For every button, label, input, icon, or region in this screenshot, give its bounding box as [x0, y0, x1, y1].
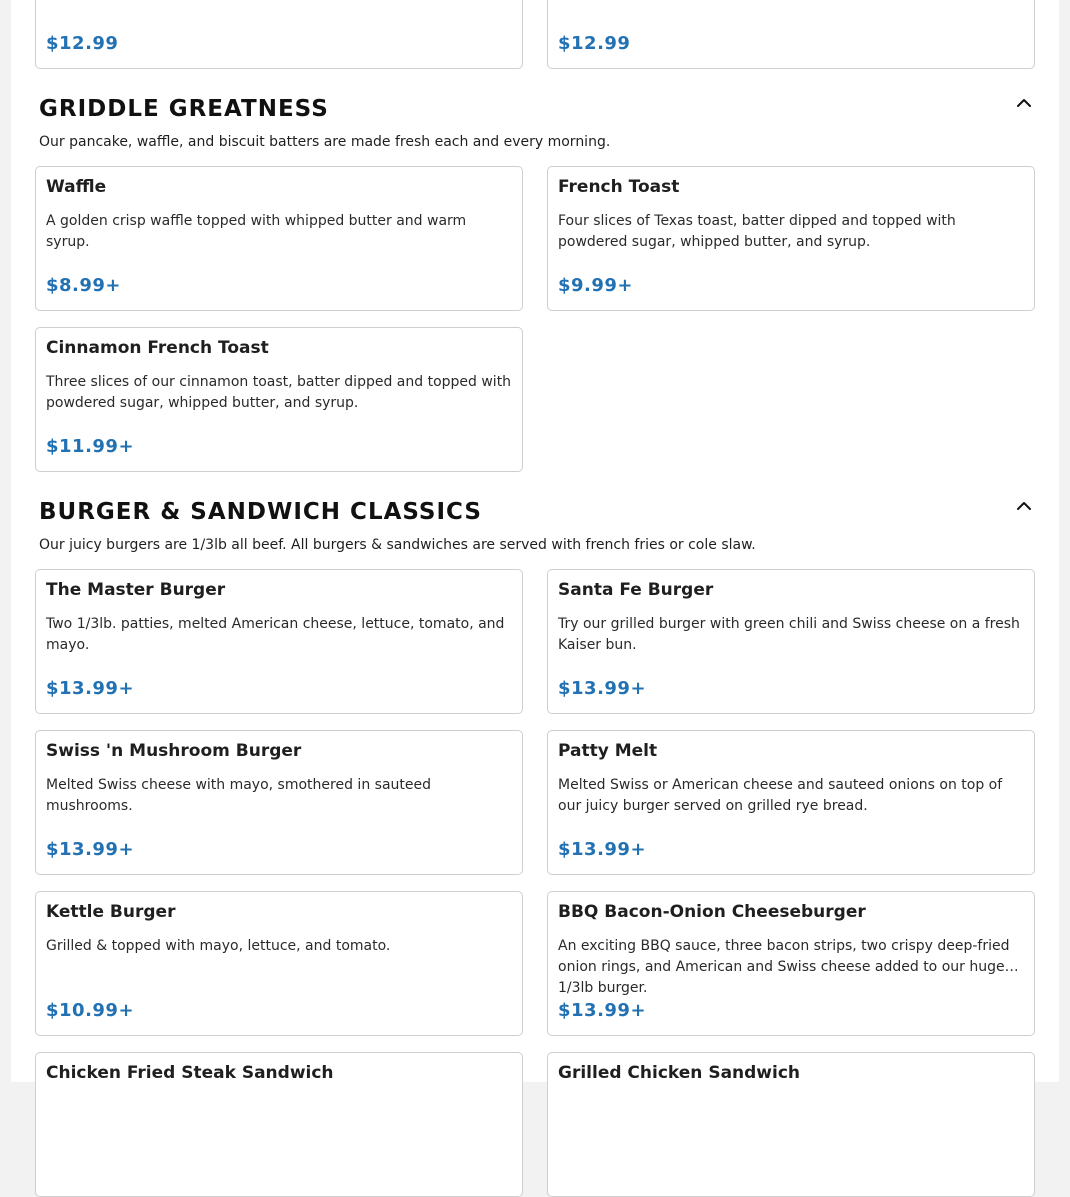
item-description: Three slices of our cinnamon toast, batter dipped and topped with powdered sugar, whipped butter, and syrup.	[46, 374, 512, 411]
item-price: $13.99+	[558, 839, 647, 860]
item-name: Cinnamon French Toast	[46, 338, 269, 358]
menu-item-card[interactable]	[35, 569, 523, 714]
menu-item-card[interactable]	[35, 327, 523, 472]
item-price: $11.99+	[46, 436, 135, 457]
menu-page	[11, 0, 1059, 1082]
item-description: Four slices of Texas toast, batter dipped and topped with powdered sugar, whipped butter, and syrup.	[558, 213, 956, 250]
item-price: $10.99+	[46, 1000, 135, 1021]
item-name: Grilled Chicken Sandwich	[558, 1063, 801, 1083]
item-price: $9.99+	[558, 275, 634, 296]
item-name: Chicken Fried Steak Sandwich	[46, 1063, 334, 1083]
section-title: BURGER & SANDWICH CLASSICS	[39, 499, 482, 525]
item-name: French Toast	[558, 177, 680, 197]
item-name: Kettle Burger	[46, 902, 176, 922]
menu-item-card[interactable]	[547, 166, 1035, 311]
menu-item-card[interactable]	[547, 730, 1035, 875]
menu-item-card[interactable]	[547, 891, 1035, 1036]
item-description: A golden crisp waffle topped with whipped butter and warm syrup.	[46, 213, 467, 250]
item-description: An exciting BBQ sauce, three bacon strips, two crispy deep-fried onion rings, and American and Swiss cheese added to our huge 1/3lb burger.	[558, 938, 1010, 996]
item-name: Patty Melt	[558, 741, 658, 761]
item-price: $13.99+	[46, 678, 135, 699]
section-description: Our juicy burgers are 1/3lb all beef. All burgers & sandwiches are served with french fries or cole slaw.	[39, 537, 756, 553]
item-description: Grilled & topped with mayo, lettuce, and tomato.	[46, 938, 391, 954]
chevron-up-icon[interactable]	[1014, 496, 1034, 516]
item-price: $13.99+	[558, 1000, 647, 1021]
menu-item-card[interactable]	[547, 1052, 1035, 1197]
item-price: $12.99	[46, 33, 119, 54]
item-description: Melted Swiss or American cheese and sauteed onions on top of our juicy burger served on grilled rye bread.	[558, 777, 1003, 814]
item-name: Waffle	[46, 177, 107, 197]
menu-item-card[interactable]	[35, 0, 523, 69]
item-name: Swiss 'n Mushroom Burger	[46, 741, 302, 761]
item-name: BBQ Bacon-Onion Cheeseburger	[558, 902, 866, 922]
menu-item-card[interactable]	[35, 730, 523, 875]
item-price: $8.99+	[46, 275, 122, 296]
chevron-up-icon[interactable]	[1014, 93, 1034, 113]
item-price: $13.99+	[558, 678, 647, 699]
section-title: GRIDDLE GREATNESS	[39, 96, 329, 122]
menu-item-card[interactable]	[35, 1052, 523, 1197]
item-name: The Master Burger	[46, 580, 226, 600]
item-price: $13.99+	[46, 839, 135, 860]
item-description: Two 1/3lb. patties, melted American cheese, lettuce, tomato, and mayo.	[46, 616, 505, 653]
item-description: Try our grilled burger with green chili and Swiss cheese on a fresh Kaiser bun.	[558, 616, 1020, 653]
menu-item-card[interactable]	[547, 569, 1035, 714]
section-description: Our pancake, waffle, and biscuit batters are made fresh each and every morning.	[39, 134, 611, 150]
menu-item-card[interactable]	[35, 166, 523, 311]
menu-item-card[interactable]	[547, 0, 1035, 69]
menu-item-card[interactable]	[35, 891, 523, 1036]
item-name: Santa Fe Burger	[558, 580, 714, 600]
item-price: $12.99	[558, 33, 631, 54]
item-description: Melted Swiss cheese with mayo, smothered in sauteed mushrooms.	[46, 777, 431, 814]
